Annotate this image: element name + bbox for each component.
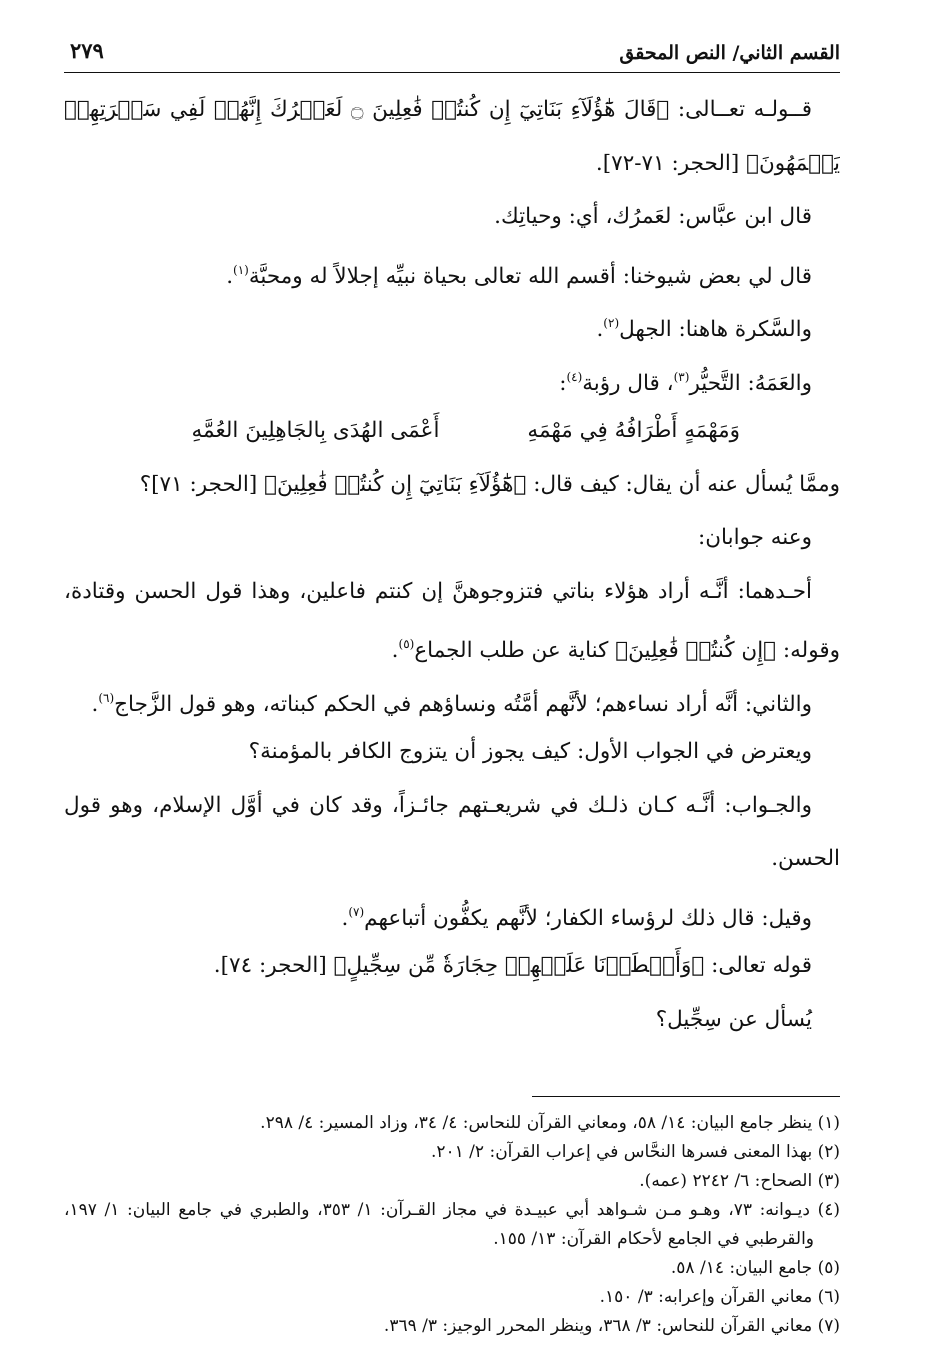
page-header — [64, 30, 840, 73]
footnote: (٧) معاني القرآن للنحاس: ٣/ ٣٦٨، وينظر المحرر الوجيز: ٣/ ٣٦٩. — [383, 1316, 840, 1336]
footnote: (٥) جامع البيان: ١٤/ ٥٨. — [670, 1258, 840, 1278]
line-text: ، قال رؤبة — [582, 370, 674, 396]
footnote-ref: (٣) — [673, 369, 690, 384]
footnote-separator — [532, 1096, 840, 1097]
footnote: (٢) بهذا المعنى فسرها النحَّاس في إعراب القرآن: ٢/ ٢٠١. — [430, 1142, 840, 1162]
footnote-ref: (٥) — [398, 637, 415, 651]
full-stop: . — [596, 317, 604, 342]
verse-second-hemistich: أَعْمَى الهُدَى بِالجَاهِلِينَ العُمَّهِ — [191, 418, 440, 443]
text-line — [64, 618, 840, 672]
text-line: قال ابن عبَّاس: لعَمرُك، أي: وحياتِك. — [494, 204, 812, 229]
line-text: قال لي بعض شيوخنا: أقسم الله تعالى بحياة نبيِّه إجلالاً له ومحبَّة — [248, 263, 812, 289]
section-title: القسم الثاني/ النص المحقق — [619, 42, 840, 64]
full-stop: . — [226, 263, 234, 289]
verse-first-hemistich: وَمَهْمَهٍ أَطْرَافُهُ فِي مَهْمَهِ — [527, 418, 740, 443]
line-text: والثاني: أنَّه أراد نساءهم؛ لأنَّهم أمَّتُه ونساؤهم في الحكم كبناته، وهو قول الزَّجاج — [114, 691, 812, 717]
footnote-ref: (١) — [233, 262, 249, 277]
text-line: يَعۡمَهُونَ﴾ [الحجر: ٧١-٧٢]. — [595, 150, 840, 176]
full-stop: . — [91, 691, 99, 717]
footnote-ref: (٧) — [348, 904, 365, 919]
text-line — [64, 672, 840, 726]
footnote: (١) ينظر جامع البيان: ١٤/ ٥٨، ومعاني القرآن للنحاس: ٤/ ٣٤، وزاد المسير: ٤/ ٢٩٨. — [260, 1113, 840, 1133]
text-line: ويعترض في الجواب الأول: كيف يجوز أن يتزوج الكافر بالمؤمنة؟ — [248, 739, 812, 764]
footnote: (٣) الصحاح: ٦/ ٢٢٤٢ (عمه). — [639, 1171, 840, 1191]
main-text — [64, 73, 840, 1046]
text-line: الحسن. — [771, 846, 840, 871]
text-line: قوله تعالى: ﴿وَأَمۡطَرۡنَا عَلَيۡهِمۡ حِجَارَةٗ مِّن سِجِّيلٍ﴾ [الحجر: ٧٤]. — [213, 953, 812, 978]
text-line — [64, 886, 840, 940]
poetry-verse — [64, 404, 840, 458]
document-page — [64, 30, 840, 1336]
text-line: قــولـه تعــالى: ﴿قَالَ هَٰٓؤُلَآءِ بَنَاتِيٓ إِن كُنتُمۡ فَٰعِلِينَ ۝ لَعَمۡرُكَ إِنَّهُمۡ لَفِي سَكۡرَتِهِمۡ — [64, 97, 813, 122]
line-text: والسَّكرة هاهنا: الجهل — [619, 317, 812, 342]
footnotes — [64, 1109, 840, 1341]
text-line — [64, 297, 840, 351]
full-stop: . — [391, 638, 399, 663]
line-text: والعَمَهُ: التَّحيُّر — [689, 370, 812, 396]
text-line: أحـدهما: أنَّـه أراد هؤلاء بناتي فتزوجوهنَّ إن كنتم فاعلين، وهذا قول الحسن وقتادة، — [64, 578, 812, 604]
text-line: والعَمَهُ: التَّحيُّر$^{(٣)}$، قال رؤبة$^{(٤)}$: — [559, 369, 812, 396]
line-text: وقوله: ﴿إِن كُنتُمۡ فَٰعِلِينَ﴾ كناية عن طلب الجماع — [414, 638, 840, 663]
footnote: (٦) معاني القرآن وإعرابه: ٣/ ١٥٠. — [599, 1287, 840, 1307]
line-text: وقيل: قال ذلك لرؤساء الكفار؛ لأنَّهم يكفُّون أتباعهم — [364, 905, 812, 931]
footnote-ref: (٦) — [98, 690, 115, 705]
footnote-ref: (٢) — [603, 316, 620, 330]
text-line — [64, 244, 840, 298]
footnote: (٤) ديـوانه: ٧٣، وهـو مـن شـواهد أبي عبيـدة في مجاز القـرآن: ١/ ٣٥٣، والطبري في جامع البيان: ١/ ١٩٧، — [64, 1200, 840, 1220]
text-line: وممَّا يُسأل عنه أن يقال: كيف قال: ﴿هَٰٓؤُلَآءِ بَنَاتِيٓ إِن كُنتُمۡ فَٰعِلِينَ﴾ [الحجر: ٧١]؟ — [139, 471, 840, 497]
full-stop: . — [341, 905, 349, 931]
footnote-continuation: والقرطبي في الجامع لأحكام القرآن: ١٣/ ١٥٥. — [493, 1229, 814, 1249]
page-number: ٢٧٩ — [70, 38, 104, 63]
footnote-ref: (٤) — [566, 369, 583, 384]
text-line: والجـواب: أنَّـه كـان ذلـك في شريعـتهم جائـزاً، وقد كان في أوَّل الإسلام، وهو قول — [64, 792, 812, 818]
text-line: وعنه جوابان: — [698, 525, 812, 550]
text-line: يُسأل عن سِجِّيل؟ — [655, 1006, 812, 1032]
